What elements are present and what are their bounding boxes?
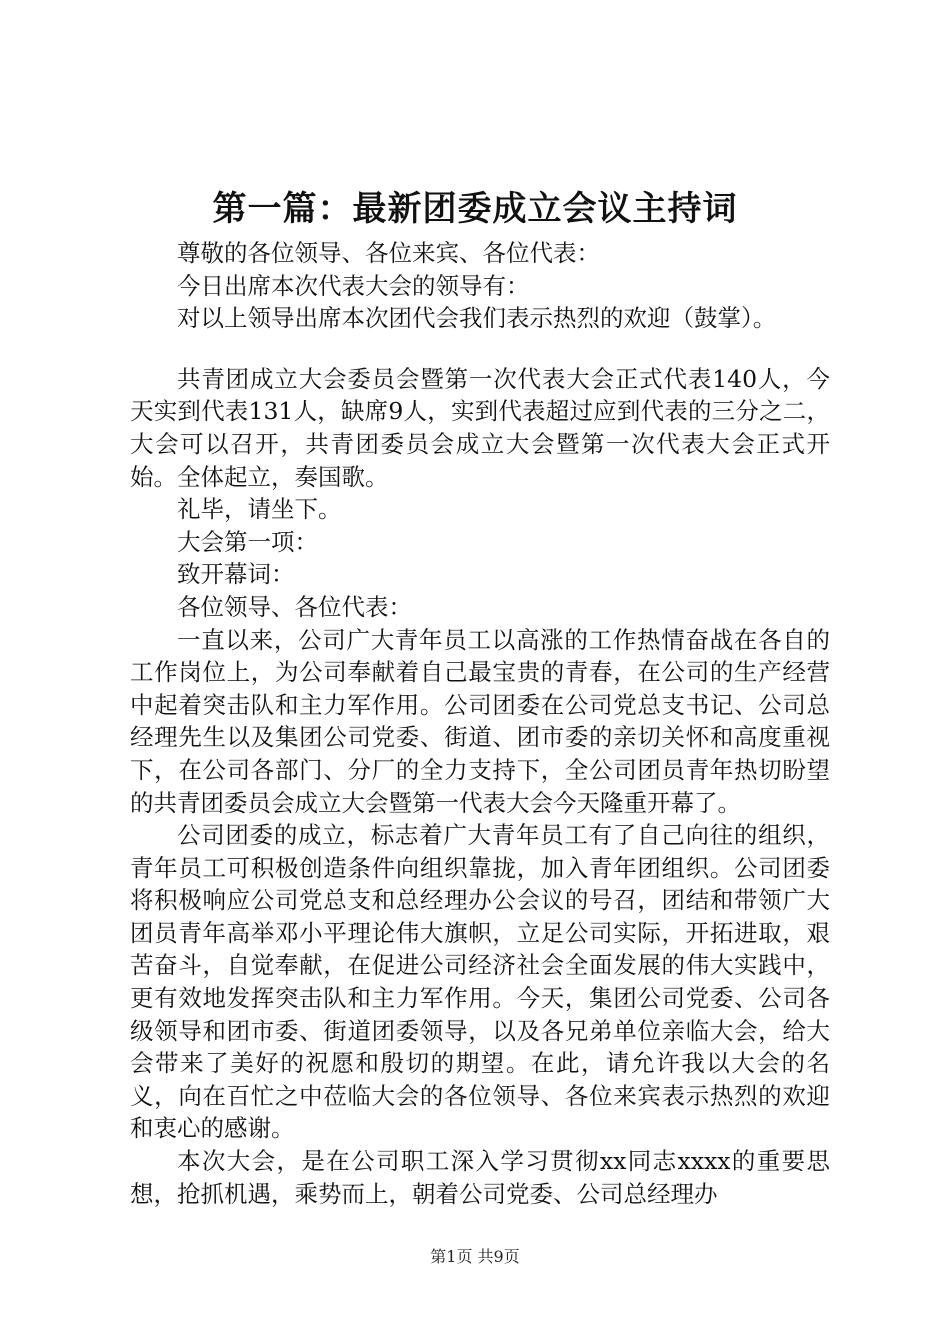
paragraph-address: 各位领导、各位代表： <box>177 592 412 621</box>
document-title: 第一篇：最新团委成立会议主持词 <box>212 189 738 229</box>
paragraph-be-seated: 礼毕，请坐下。 <box>177 495 342 524</box>
paragraph-greeting: 尊敬的各位领导、各位来宾、各位代表： <box>177 239 600 267</box>
paragraph-item-one: 大会第一项： <box>177 527 318 556</box>
paragraph-welcome: 对以上领导出席本次团代会我们表示热烈的欢迎（鼓掌）。 <box>177 304 777 333</box>
paragraph-leaders-present: 今日出席本次代表大会的领导有： <box>177 271 530 300</box>
document-body <box>130 237 830 1210</box>
paragraph-attendance: 共青团成立大会委员会暨第一次代表大会正式代表140人，今天实到代表131人，缺席9人，实到代表超过应到代表的三分之二，大会可以召开，共青团委员会成立大会暨第一次代表大会正式开始。全体起立，奏国歌。 <box>130 364 830 491</box>
paragraph-significance: 公司团委的成立，标志着广大青年员工有了自己向往的组织，青年员工可积极创造条件向组织靠拢，加入青年团组织。公司团委将积极响应公司党总支和总经理办公会议的号召，团结和带领广大团员青年高举邓小平理论伟大旗帜，立足公司实际，开拓进取，艰苦奋斗，自觉奉献，在促进公司经济社会全面发展的伟大实践中，更有效地发挥突击队和主力军作用。今天，集团公司党委、公司各级领导和团市委、街道团委领导，以及各兄弟单位亲临大会，给大会带来了美好的祝愿和殷切的期望。在此，请允许我以大会的名义，向在百忙之中莅临大会的各位领导、各位来宾表示热烈的欢迎和衷心的感谢。 <box>130 821 830 1143</box>
paragraph-meeting-context: 本次大会，是在公司职工深入学习贯彻xx同志xxxx的重要思想，抢抓机遇，乘势而上，朝着公司党委、公司总经理办 <box>130 1147 830 1208</box>
page-indicator: 第1页 共9页 <box>430 1247 520 1266</box>
paragraph-background: 一直以来，公司广大青年员工以高涨的工作热情奋战在各自的工作岗位上，为公司奉献着自己最宝贵的青春，在公司的生产经营中起着突击队和主力军作用。公司团委在公司党总支书记、公司总经理先生以及集团公司党委、街道、团市委的亲切关怀和高度重视下，在公司各部门、分厂的全力支持下，全公司团员青年热切盼望的共青团委员会成立大会暨第一代表大会今天隆重开幕了。 <box>130 625 830 817</box>
paragraph-opening-speech: 致开幕词： <box>177 560 295 589</box>
